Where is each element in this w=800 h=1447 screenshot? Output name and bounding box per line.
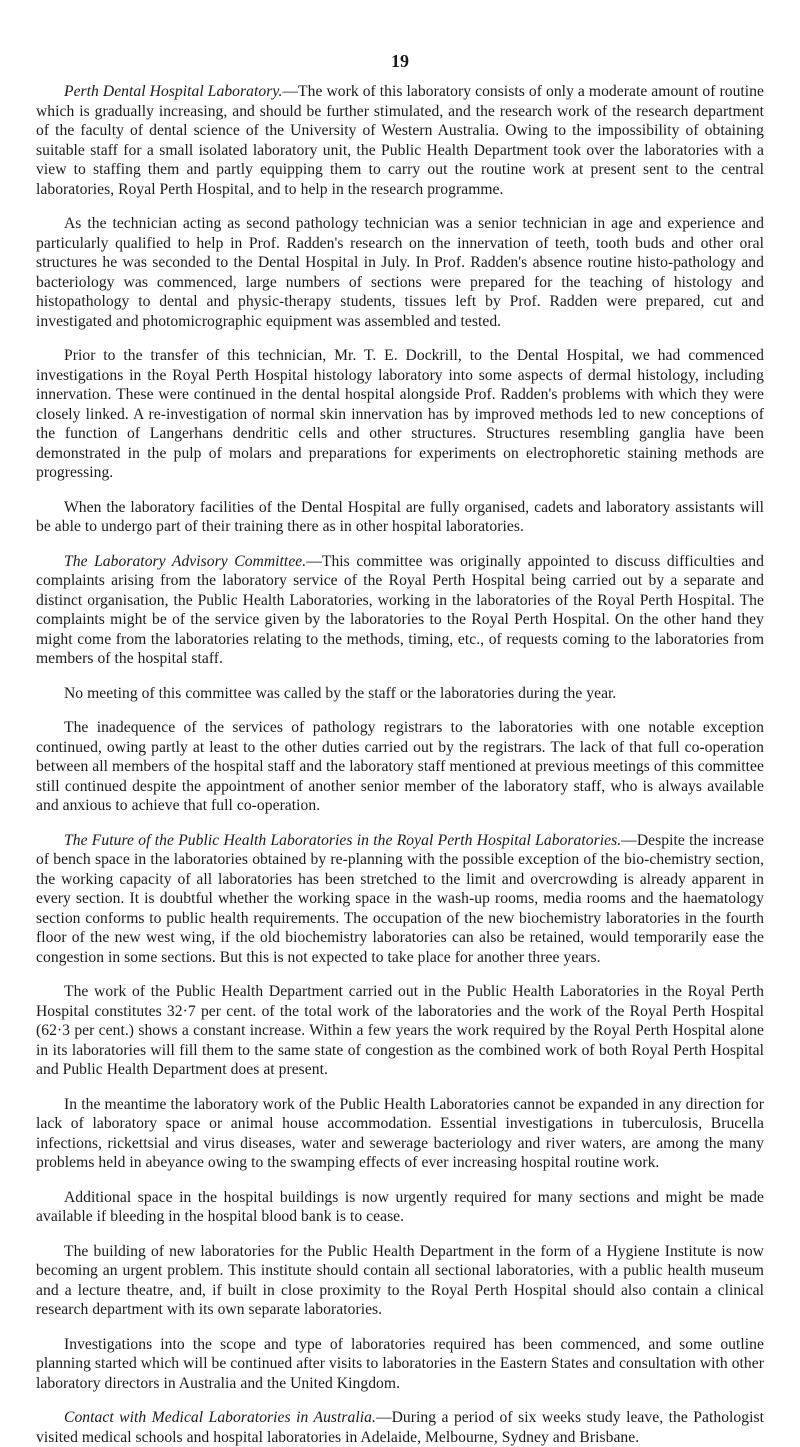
- section-heading: The Laboratory Advisory Committee.: [64, 552, 307, 570]
- section-heading: The Future of the Public Health Laboratories in the Royal Perth Hospital Laboratories.: [64, 831, 622, 849]
- paragraph-text: —During a period of six weeks study leave, the Pathologist visited medical schools and hospital laboratories in Adelaide, Melbourne, Sydney and Brisbane.: [36, 1409, 764, 1446]
- paragraph: [36, 982, 764, 1080]
- paragraph-text: In the meantime the laboratory work of the Public Health Laboratories cannot be expanded in any direction for lack of laboratory space or animal house accommodation. Essential investigations in tuberculosis, Brucella infections, rickettsial and virus diseases, water and sewerage bacteriology and river waters, are among the many problems held in abeyance owing to the swamping effects of ever increasing hospital routine work.: [36, 1095, 764, 1171]
- paragraph: [36, 1335, 764, 1394]
- paragraph: [36, 1408, 764, 1447]
- paragraph: [36, 552, 764, 669]
- paragraph: [36, 346, 764, 483]
- paragraph: [36, 82, 764, 199]
- paragraph-text: —This committee was originally appointed to discuss difficulties and complaints arising from the laboratory service of the Royal Perth Hospital being carried out by a separate and distinct organisation, the Public Health Laboratories, working in the laboratories of the Royal Perth Hospital. The complaints might be of the service given by the laboratories to the Royal Perth Hospital. On the other hand they might come from the laboratories relating to the methods, timing, etc., of requests coming to the laboratories from members of the hospital staff.: [36, 552, 764, 667]
- paragraph: [36, 1242, 764, 1320]
- paragraph: [36, 831, 764, 968]
- paragraph-text: As the technician acting as second pathology technician was a senior technician in age and experience and particularly qualified to help in Prof. Radden's research on the innervation of teeth, tooth buds and other oral structures he was seconded to the Dental Hospital in July. In Prof. Radden's absence routine histo-pathology and bacteriology was commenced, large numbers of sections were prepared for the teaching of histology and histopathology to dental and physic-therapy students, tissues left by Prof. Radden were prepared, cut and investigated and photomicrographic equipment was assembled and tested.: [36, 215, 764, 330]
- paragraph: [36, 1095, 764, 1173]
- paragraph-text: Investigations into the scope and type of laboratories required has been commenced, and some outline planning started which will be continued after visits to laboratories in the Eastern States and consultation with other laboratory directors in Australia and the United Kingdom.: [36, 1335, 764, 1392]
- paragraph-text: When the laboratory facilities of the Dental Hospital are fully organised, cadets and laboratory assistants will be able to undergo part of their training there as in other hospital laboratories.: [36, 498, 764, 535]
- paragraph-text: —The work of this laboratory consists of only a moderate amount of routine which is gradually increasing, and should be further stimulated, and the research work of the research department of the faculty of dental science of the University of Western Australia. Owing to the impossibility of obtaining suitable staff for a small isolated laboratory unit, the Public Health Department took over the laboratories with a view to staffing them and partly equipping them to carry out the routine work at present sent to the central laboratories, Royal Perth Hospital, and to help in the research programme.: [36, 83, 764, 198]
- paragraph: [36, 214, 764, 331]
- paragraph: [36, 718, 764, 816]
- paragraph-text: The work of the Public Health Department carried out in the Public Health Laboratories in the Royal Perth Hospital constitutes 32·7 per cent. of the total work of the laboratories and the work of the Royal Perth Hospital (62·3 per cent.) shows a constant increase. Within a few years the work required by the Royal Perth Hospital alone in its laboratories will fill them to the same state of congestion as the combined work of both Royal Perth Hospital and Public Health Department does at present.: [36, 983, 764, 1078]
- paragraph-text: Prior to the transfer of this technician, Mr. T. E. Dockrill, to the Dental Hospital, we had commenced investigations in the Royal Perth Hospital histology laboratory into some aspects of dermal histology, including innervation. These were continued in the dental hospital alongside Prof. Radden's problems with which they were closely linked. A re-investigation of normal skin innervation has by improved methods led to new conceptions of the function of Langerhans dendritic cells and other structures. Structures resembling ganglia have been demonstrated in the pulp of molars and preparations for experiments on electrophoretic staining methods are progressing.: [36, 347, 764, 481]
- page-number: 19: [391, 51, 409, 71]
- section-heading: Perth Dental Hospital Laboratory.: [64, 83, 283, 100]
- paragraph-text: No meeting of this committee was called by the staff or the laboratories during the year.: [64, 684, 617, 702]
- paragraph: [36, 498, 764, 537]
- paragraph-text: Additional space in the hospital buildings is now urgently required for many sections and might be made available if bleeding in the hospital blood bank is to cease.: [36, 1188, 764, 1225]
- paragraph-text: —Despite the increase of bench space in the laboratories obtained by re-planning with the possible exception of the bio-chemistry section, the working capacity of all laboratories has been stretched to the limit and overcrowding is already apparent in every section. It is doubtful whether the working space in the wash-up rooms, media rooms and the haematology section conforms to public health requirements. The occupation of the new biochemistry laboratories in the fourth floor of the new west wing, if the old biochemistry laboratories can also be retained, would temporarily ease the congestion in some sections. But this is not expected to take place for another three years.: [36, 831, 765, 966]
- paragraph: [36, 1188, 764, 1227]
- section-heading: Contact with Medical Laboratories in Australia.: [64, 1409, 376, 1426]
- paragraph-text: The inadequence of the services of pathology registrars to the laboratories with one notable exception continued, owing partly at least to the other duties carried out by the registrars. The lack of that full co-operation between all members of the hospital staff and the laboratory staff mentioned at previous meetings of this committee still continued despite the appointment of another senior member of the laboratory staff, who is always available and anxious to achieve that full co-operation.: [36, 719, 764, 814]
- paragraph: [36, 684, 764, 704]
- paragraph-text: The building of new laboratories for the Public Health Department in the form of a Hygiene Institute is now becoming an urgent problem. This institute should contain all sectional laboratories, with a public health museum and a lecture theatre, and, if built in close proximity to the Royal Perth Hospital should also contain a clinical research department with its own separate laboratories.: [36, 1242, 764, 1318]
